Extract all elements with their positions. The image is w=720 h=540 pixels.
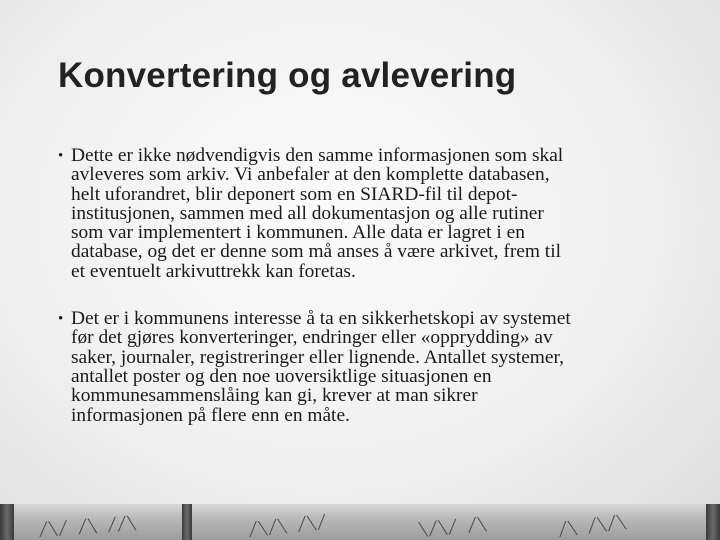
bullet-line: saker, journaler, registreringer eller lignende. Antallet systemer, — [71, 346, 565, 368]
bullet-line: helt uforandret, blir deponert som en SIARD-fil til depot- — [71, 183, 518, 205]
bullet-line: et eventuelt arkivuttrekk kan foretas. — [71, 260, 356, 282]
decorative-photo-strip — [0, 504, 720, 540]
bullet-list — [58, 146, 670, 425]
photo-post-right — [706, 504, 720, 540]
bullet-item — [58, 309, 670, 425]
bullet-line: Dette er ikke nødvendigvis den samme informasjonen som skal — [71, 145, 564, 166]
photo-post-left — [0, 504, 14, 540]
photo-post-middle — [182, 504, 192, 540]
photo-texture: ╱╲╱ ╱╲ ╱╱╲ — [38, 516, 139, 538]
bullet-line: institusjonen, sammen med all dokumentasjon og alle rutiner — [71, 202, 544, 224]
bullet-glyph: • — [58, 311, 64, 328]
bullet-line: som var implementert i kommunen. Alle data er lagret i en — [71, 222, 525, 244]
bullet-glyph: • — [58, 148, 64, 164]
bullet-line: database, og det er denne som må anses å være arkivet, frem til — [71, 241, 561, 263]
bullet-line: informasjonen på flere enn en måte. — [71, 404, 350, 426]
bullet-item — [58, 146, 670, 281]
bullet-line: kommunesammenslåing kan gi, krever at man sikrer — [71, 385, 478, 407]
bullet-line: før det gjøres konverteringer, endringer eller «opprydding» av — [71, 327, 553, 349]
slide-title: Konvertering og avlevering — [58, 56, 517, 95]
bullet-line: Det er i kommunens interesse å ta en sikkerhetskopi av systemet — [71, 308, 571, 330]
photo-texture: ╱╲╱╲ ╱╲╱ — [248, 514, 329, 538]
photo-texture: ╲╱╲╱ ╱╲ — [418, 517, 489, 538]
bullet-line: antallet poster og den noe uoversiktlige situasjonen en — [71, 365, 492, 387]
photo-texture: ╱╲ ╱╲╱╲ — [558, 514, 629, 538]
bullet-line: avleveres som arkiv. Vi anbefaler at den komplette databasen, — [71, 164, 550, 186]
